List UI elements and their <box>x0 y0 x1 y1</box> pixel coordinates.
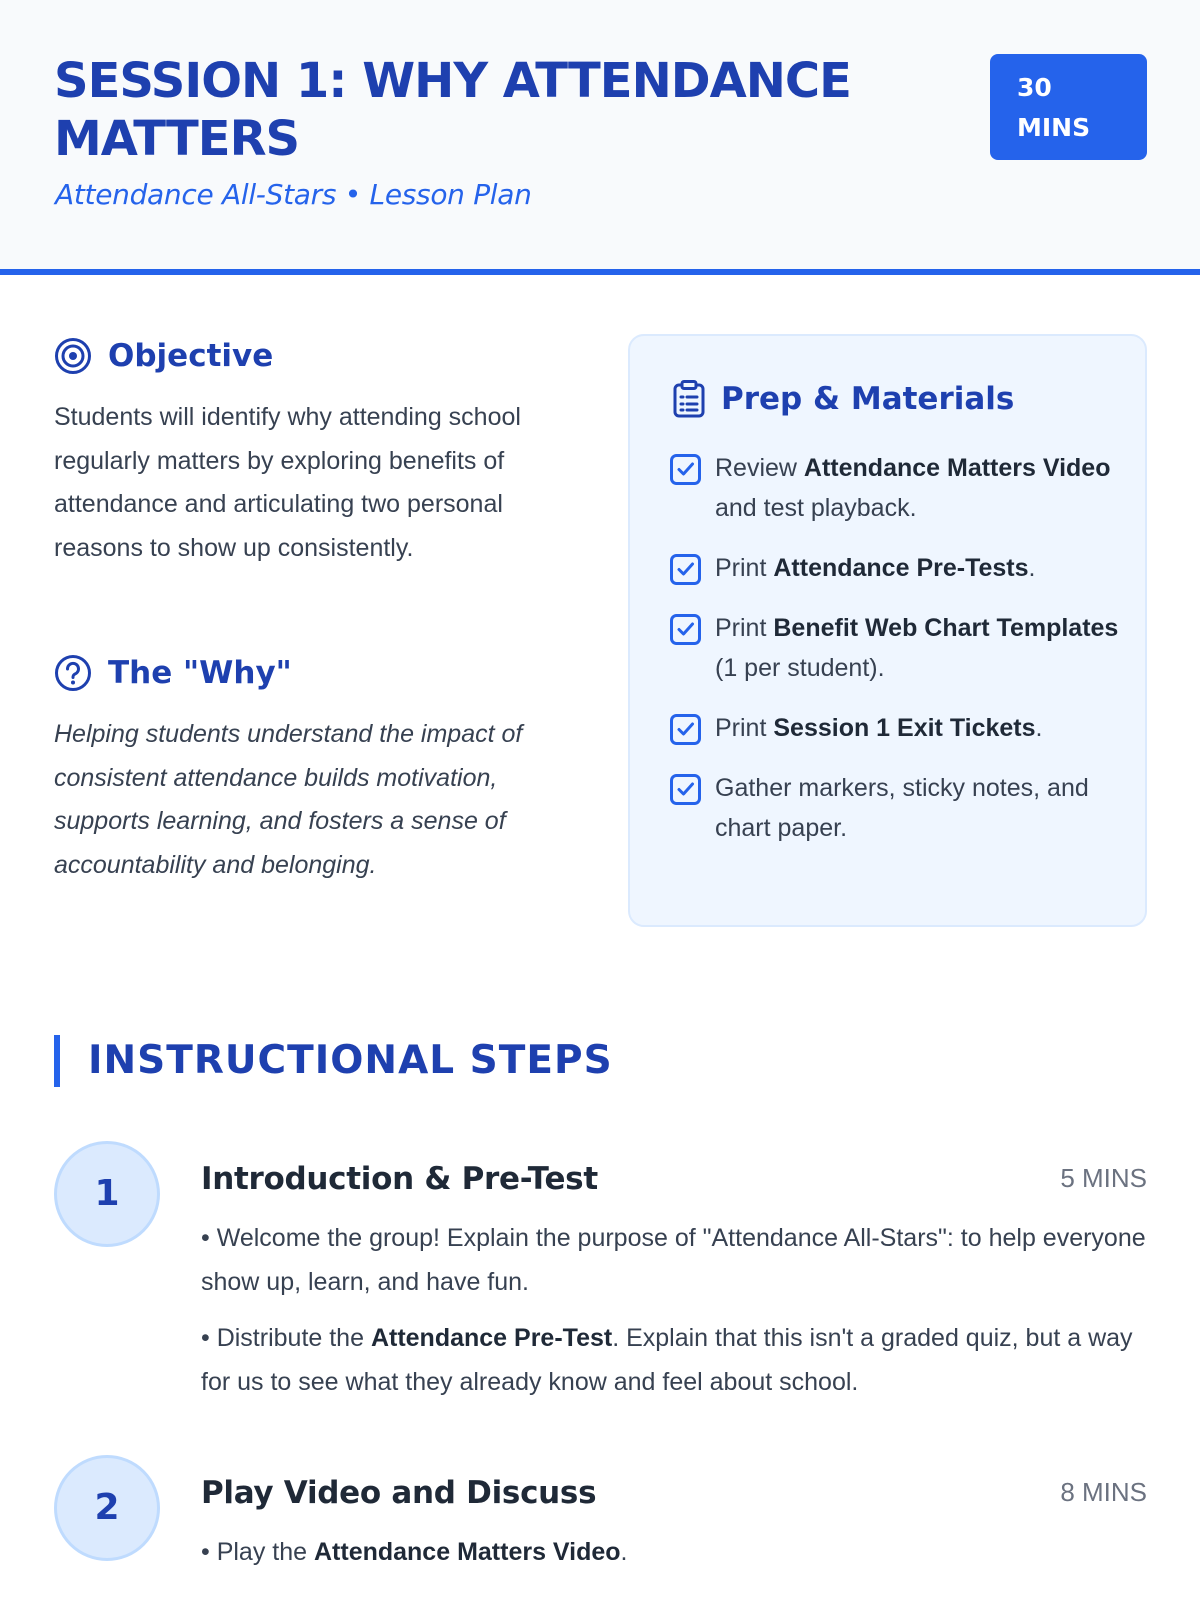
prep-item: Print Attendance Pre-Tests. <box>670 548 1120 588</box>
checkbox-checked-icon <box>670 714 701 745</box>
why-heading <box>54 654 292 692</box>
step-bullet: • Welcome the group! Explain the purpose of "Attendance All-Stars": to help everyone show up, learn, and have fun. <box>201 1224 1146 1296</box>
duration-badge <box>990 54 1147 160</box>
why-text: Helping students understand the impact of consistent attendance builds motivation, supports learning, and fosters a sense of accountability and belonging. <box>54 720 523 879</box>
step-number: 2 <box>54 1455 160 1561</box>
objective-text: Students will identify why attending school regularly matters by exploring benefits of attendance and articulating two personal reasons to show up consistently. <box>54 403 521 562</box>
prep-heading-label: Prep & Materials <box>721 381 1015 417</box>
prep-heading <box>673 380 1014 418</box>
duration-unit: MINS <box>1017 113 1091 142</box>
prep-materials-card <box>628 334 1147 927</box>
objective-heading-label: Objective <box>108 338 274 374</box>
instructional-steps-heading: INSTRUCTIONAL STEPS <box>54 1035 613 1087</box>
page-header <box>0 0 1200 275</box>
checkbox-checked-icon <box>670 554 701 585</box>
prep-item: Review Attendance Matters Video and test playback. <box>670 448 1120 528</box>
page-title: SESSION 1: WHY ATTENDANCE MATTERS <box>54 53 851 167</box>
target-icon <box>54 337 92 375</box>
prep-item: Print Benefit Web Chart Templates (1 per student). <box>670 608 1120 688</box>
checkbox-checked-icon <box>670 454 701 485</box>
prep-item: Gather markers, sticky notes, and chart paper. <box>670 768 1120 848</box>
step-body <box>201 1531 1147 1588</box>
prep-checklist <box>670 448 1120 868</box>
duration-value: 30 <box>1017 73 1052 102</box>
checkbox-checked-icon <box>670 774 701 805</box>
why-heading-label: The "Why" <box>108 655 292 691</box>
step-bullet: • Play the Attendance Matters Video. <box>201 1538 628 1566</box>
checkbox-checked-icon <box>670 614 701 645</box>
prep-item: Print Session 1 Exit Tickets. <box>670 708 1120 748</box>
objective-heading <box>54 337 273 375</box>
step-duration: 5 MINS <box>1060 1163 1147 1193</box>
page-subtitle: Attendance All-Stars • Lesson Plan <box>55 178 532 211</box>
question-circle-icon <box>54 654 92 692</box>
step-title: Introduction & Pre-Test <box>201 1161 598 1197</box>
step-number: 1 <box>54 1141 160 1247</box>
step-body <box>201 1217 1147 1417</box>
step-bullet: • Distribute the Attendance Pre-Test. Explain that this isn't a graded quiz, but a way for us to see what they already know and feel about school. <box>201 1324 1133 1396</box>
clipboard-icon <box>673 380 705 418</box>
step-title: Play Video and Discuss <box>201 1475 597 1511</box>
step-duration: 8 MINS <box>1060 1477 1147 1507</box>
